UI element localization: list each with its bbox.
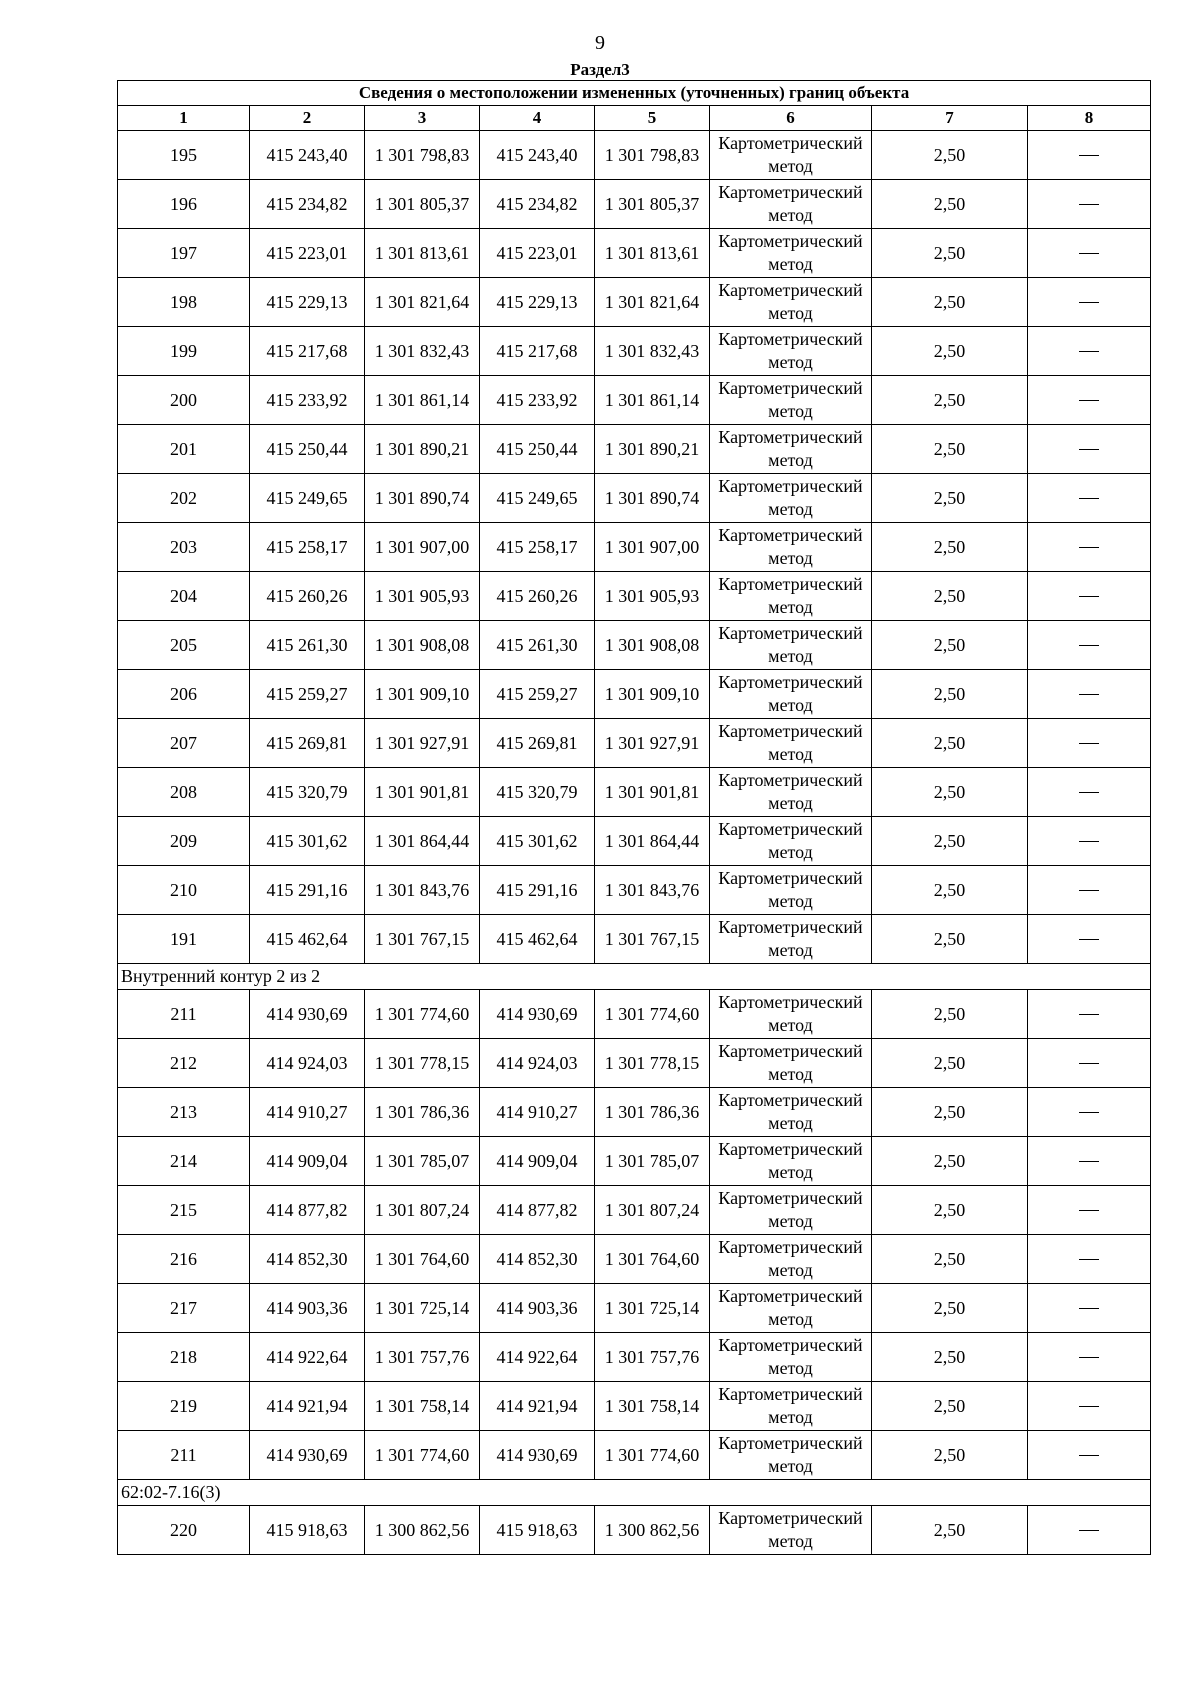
dash-mark xyxy=(1079,1308,1099,1309)
column-number-row xyxy=(118,106,1151,131)
point-number-cell: 199 xyxy=(118,327,250,376)
table-row xyxy=(118,621,1151,670)
method-cell: Картометрический метод xyxy=(710,817,872,866)
y-existing-cell: 1 301 864,44 xyxy=(365,817,480,866)
point-number-cell: 216 xyxy=(118,1235,250,1284)
accuracy-cell: 2,50 xyxy=(872,1431,1028,1480)
method-cell: Картометрический метод xyxy=(710,376,872,425)
dash-mark xyxy=(1079,1210,1099,1211)
x-existing-cell: 415 320,79 xyxy=(250,768,365,817)
y-new-cell: 1 301 757,76 xyxy=(595,1333,710,1382)
x-new-cell: 415 918,63 xyxy=(480,1506,595,1555)
method-cell: Картометрический метод xyxy=(710,1382,872,1431)
dash-mark xyxy=(1079,694,1099,695)
page-number: 9 xyxy=(595,32,605,54)
description-cell xyxy=(1028,670,1151,719)
y-new-cell: 1 301 786,36 xyxy=(595,1088,710,1137)
point-number-cell: 213 xyxy=(118,1088,250,1137)
y-existing-cell: 1 301 890,21 xyxy=(365,425,480,474)
x-new-cell: 414 930,69 xyxy=(480,1431,595,1480)
y-existing-cell: 1 301 757,76 xyxy=(365,1333,480,1382)
table-row xyxy=(118,131,1151,180)
description-cell xyxy=(1028,1088,1151,1137)
x-existing-cell: 415 249,65 xyxy=(250,474,365,523)
y-existing-cell: 1 301 909,10 xyxy=(365,670,480,719)
table-row xyxy=(118,1506,1151,1555)
y-new-cell: 1 301 927,91 xyxy=(595,719,710,768)
point-number-cell: 211 xyxy=(118,990,250,1039)
x-existing-cell: 414 930,69 xyxy=(250,1431,365,1480)
point-number-cell: 220 xyxy=(118,1506,250,1555)
point-number-cell: 206 xyxy=(118,670,250,719)
accuracy-cell: 2,50 xyxy=(872,1235,1028,1284)
description-cell xyxy=(1028,327,1151,376)
x-new-cell: 415 320,79 xyxy=(480,768,595,817)
method-cell: Картометрический метод xyxy=(710,474,872,523)
point-number-cell: 197 xyxy=(118,229,250,278)
table-row xyxy=(118,523,1151,572)
point-number-cell: 210 xyxy=(118,866,250,915)
y-existing-cell: 1 301 908,08 xyxy=(365,621,480,670)
contour-label: Внутренний контур 2 из 2 xyxy=(118,964,1151,990)
description-cell xyxy=(1028,278,1151,327)
y-existing-cell: 1 301 821,64 xyxy=(365,278,480,327)
point-number-cell: 214 xyxy=(118,1137,250,1186)
dash-mark xyxy=(1079,155,1099,156)
y-new-cell: 1 301 758,14 xyxy=(595,1382,710,1431)
y-existing-cell: 1 301 907,00 xyxy=(365,523,480,572)
dash-mark xyxy=(1079,253,1099,254)
method-cell: Картометрический метод xyxy=(710,1088,872,1137)
description-cell xyxy=(1028,621,1151,670)
dash-mark xyxy=(1079,302,1099,303)
x-existing-cell: 415 269,81 xyxy=(250,719,365,768)
x-existing-cell: 415 260,26 xyxy=(250,572,365,621)
y-new-cell: 1 301 864,44 xyxy=(595,817,710,866)
contour-label-row xyxy=(118,1480,1151,1506)
dash-mark xyxy=(1079,449,1099,450)
dash-mark xyxy=(1079,1014,1099,1015)
y-new-cell: 1 301 901,81 xyxy=(595,768,710,817)
x-new-cell: 415 260,26 xyxy=(480,572,595,621)
column-number-6: 6 xyxy=(710,106,872,131)
x-existing-cell: 414 903,36 xyxy=(250,1284,365,1333)
x-new-cell: 415 269,81 xyxy=(480,719,595,768)
table-row xyxy=(118,1284,1151,1333)
x-existing-cell: 415 233,92 xyxy=(250,376,365,425)
section-title: Раздел3 xyxy=(570,60,630,79)
y-existing-cell: 1 301 805,37 xyxy=(365,180,480,229)
x-existing-cell: 415 259,27 xyxy=(250,670,365,719)
x-new-cell: 415 258,17 xyxy=(480,523,595,572)
dash-mark xyxy=(1079,1357,1099,1358)
accuracy-cell: 2,50 xyxy=(872,327,1028,376)
dash-mark xyxy=(1079,1063,1099,1064)
description-cell xyxy=(1028,1382,1151,1431)
table-row xyxy=(118,719,1151,768)
point-number-cell: 198 xyxy=(118,278,250,327)
y-new-cell: 1 301 890,21 xyxy=(595,425,710,474)
x-new-cell: 414 852,30 xyxy=(480,1235,595,1284)
y-existing-cell: 1 301 725,14 xyxy=(365,1284,480,1333)
table-row xyxy=(118,1333,1151,1382)
accuracy-cell: 2,50 xyxy=(872,474,1028,523)
description-cell xyxy=(1028,474,1151,523)
point-number-cell: 204 xyxy=(118,572,250,621)
x-existing-cell: 415 462,64 xyxy=(250,915,365,964)
description-cell xyxy=(1028,1431,1151,1480)
dash-mark xyxy=(1079,1161,1099,1162)
table-row xyxy=(118,376,1151,425)
column-number-1: 1 xyxy=(118,106,250,131)
y-new-cell: 1 301 905,93 xyxy=(595,572,710,621)
dash-mark xyxy=(1079,792,1099,793)
point-number-cell: 196 xyxy=(118,180,250,229)
dash-mark xyxy=(1079,547,1099,548)
dash-mark xyxy=(1079,1112,1099,1113)
accuracy-cell: 2,50 xyxy=(872,1039,1028,1088)
description-cell xyxy=(1028,131,1151,180)
table-row xyxy=(118,425,1151,474)
y-new-cell: 1 301 798,83 xyxy=(595,131,710,180)
x-new-cell: 415 462,64 xyxy=(480,915,595,964)
dash-mark xyxy=(1079,1530,1099,1531)
x-existing-cell: 415 243,40 xyxy=(250,131,365,180)
y-new-cell: 1 301 778,15 xyxy=(595,1039,710,1088)
x-new-cell: 415 234,82 xyxy=(480,180,595,229)
y-new-cell: 1 301 805,37 xyxy=(595,180,710,229)
table-row xyxy=(118,180,1151,229)
description-cell xyxy=(1028,866,1151,915)
y-new-cell: 1 301 725,14 xyxy=(595,1284,710,1333)
point-number-cell: 195 xyxy=(118,131,250,180)
y-new-cell: 1 301 843,76 xyxy=(595,866,710,915)
accuracy-cell: 2,50 xyxy=(872,180,1028,229)
x-new-cell: 414 921,94 xyxy=(480,1382,595,1431)
accuracy-cell: 2,50 xyxy=(872,1284,1028,1333)
description-cell xyxy=(1028,1235,1151,1284)
table-row xyxy=(118,990,1151,1039)
description-cell xyxy=(1028,572,1151,621)
y-existing-cell: 1 301 807,24 xyxy=(365,1186,480,1235)
dash-mark xyxy=(1079,1406,1099,1407)
description-cell xyxy=(1028,1333,1151,1382)
dash-mark xyxy=(1079,1455,1099,1456)
x-new-cell: 415 223,01 xyxy=(480,229,595,278)
accuracy-cell: 2,50 xyxy=(872,229,1028,278)
x-existing-cell: 415 229,13 xyxy=(250,278,365,327)
table-body xyxy=(118,131,1151,1555)
description-cell xyxy=(1028,817,1151,866)
point-number-cell: 191 xyxy=(118,915,250,964)
boundary-coordinates-table xyxy=(117,80,1151,1555)
y-existing-cell: 1 301 861,14 xyxy=(365,376,480,425)
column-number-7: 7 xyxy=(872,106,1028,131)
description-cell xyxy=(1028,180,1151,229)
method-cell: Картометрический метод xyxy=(710,180,872,229)
point-number-cell: 203 xyxy=(118,523,250,572)
y-existing-cell: 1 301 786,36 xyxy=(365,1088,480,1137)
accuracy-cell: 2,50 xyxy=(872,1506,1028,1555)
point-number-cell: 207 xyxy=(118,719,250,768)
dash-mark xyxy=(1079,841,1099,842)
y-existing-cell: 1 300 862,56 xyxy=(365,1506,480,1555)
accuracy-cell: 2,50 xyxy=(872,523,1028,572)
y-existing-cell: 1 301 927,91 xyxy=(365,719,480,768)
y-existing-cell: 1 301 813,61 xyxy=(365,229,480,278)
dash-mark xyxy=(1079,351,1099,352)
method-cell: Картометрический метод xyxy=(710,1235,872,1284)
accuracy-cell: 2,50 xyxy=(872,670,1028,719)
y-existing-cell: 1 301 767,15 xyxy=(365,915,480,964)
method-cell: Картометрический метод xyxy=(710,1186,872,1235)
dash-mark xyxy=(1079,596,1099,597)
accuracy-cell: 2,50 xyxy=(872,768,1028,817)
column-number-5: 5 xyxy=(595,106,710,131)
table-row xyxy=(118,1137,1151,1186)
column-number-2: 2 xyxy=(250,106,365,131)
dash-mark xyxy=(1079,1259,1099,1260)
x-existing-cell: 415 918,63 xyxy=(250,1506,365,1555)
x-existing-cell: 415 301,62 xyxy=(250,817,365,866)
table-row xyxy=(118,768,1151,817)
x-new-cell: 415 233,92 xyxy=(480,376,595,425)
x-new-cell: 414 930,69 xyxy=(480,990,595,1039)
accuracy-cell: 2,50 xyxy=(872,990,1028,1039)
x-new-cell: 414 903,36 xyxy=(480,1284,595,1333)
x-new-cell: 415 301,62 xyxy=(480,817,595,866)
y-new-cell: 1 301 861,14 xyxy=(595,376,710,425)
description-cell xyxy=(1028,1186,1151,1235)
description-cell xyxy=(1028,376,1151,425)
table-row xyxy=(118,1235,1151,1284)
table-row xyxy=(118,474,1151,523)
method-cell: Картометрический метод xyxy=(710,1284,872,1333)
description-cell xyxy=(1028,1039,1151,1088)
x-new-cell: 414 910,27 xyxy=(480,1088,595,1137)
table-row xyxy=(118,572,1151,621)
description-cell xyxy=(1028,1137,1151,1186)
x-existing-cell: 415 234,82 xyxy=(250,180,365,229)
x-existing-cell: 414 852,30 xyxy=(250,1235,365,1284)
x-new-cell: 415 291,16 xyxy=(480,866,595,915)
point-number-cell: 219 xyxy=(118,1382,250,1431)
table-row xyxy=(118,1088,1151,1137)
table-row xyxy=(118,1431,1151,1480)
x-new-cell: 415 229,13 xyxy=(480,278,595,327)
point-number-cell: 201 xyxy=(118,425,250,474)
accuracy-cell: 2,50 xyxy=(872,1333,1028,1382)
y-existing-cell: 1 301 774,60 xyxy=(365,990,480,1039)
column-number-8: 8 xyxy=(1028,106,1151,131)
y-new-cell: 1 301 807,24 xyxy=(595,1186,710,1235)
dash-mark xyxy=(1079,939,1099,940)
y-existing-cell: 1 301 774,60 xyxy=(365,1431,480,1480)
table-row xyxy=(118,229,1151,278)
y-new-cell: 1 301 813,61 xyxy=(595,229,710,278)
y-new-cell: 1 301 785,07 xyxy=(595,1137,710,1186)
x-new-cell: 414 909,04 xyxy=(480,1137,595,1186)
x-new-cell: 415 259,27 xyxy=(480,670,595,719)
point-number-cell: 211 xyxy=(118,1431,250,1480)
description-cell xyxy=(1028,990,1151,1039)
accuracy-cell: 2,50 xyxy=(872,131,1028,180)
point-number-cell: 208 xyxy=(118,768,250,817)
x-new-cell: 415 217,68 xyxy=(480,327,595,376)
y-new-cell: 1 301 767,15 xyxy=(595,915,710,964)
point-number-cell: 202 xyxy=(118,474,250,523)
y-existing-cell: 1 301 905,93 xyxy=(365,572,480,621)
y-new-cell: 1 301 774,60 xyxy=(595,1431,710,1480)
method-cell: Картометрический метод xyxy=(710,1137,872,1186)
x-existing-cell: 415 223,01 xyxy=(250,229,365,278)
x-new-cell: 415 261,30 xyxy=(480,621,595,670)
table-row xyxy=(118,1186,1151,1235)
description-cell xyxy=(1028,229,1151,278)
method-cell: Картометрический метод xyxy=(710,1039,872,1088)
accuracy-cell: 2,50 xyxy=(872,1137,1028,1186)
method-cell: Картометрический метод xyxy=(710,572,872,621)
y-new-cell: 1 300 862,56 xyxy=(595,1506,710,1555)
x-existing-cell: 415 291,16 xyxy=(250,866,365,915)
x-new-cell: 415 243,40 xyxy=(480,131,595,180)
table-caption: Сведения о местоположении измененных (уточненных) границ объекта xyxy=(118,81,1151,106)
method-cell: Картометрический метод xyxy=(710,990,872,1039)
table-row xyxy=(118,327,1151,376)
table-row xyxy=(118,278,1151,327)
point-number-cell: 209 xyxy=(118,817,250,866)
description-cell xyxy=(1028,719,1151,768)
accuracy-cell: 2,50 xyxy=(872,1088,1028,1137)
table-row xyxy=(118,1039,1151,1088)
accuracy-cell: 2,50 xyxy=(872,1186,1028,1235)
y-existing-cell: 1 301 832,43 xyxy=(365,327,480,376)
method-cell: Картометрический метод xyxy=(710,1333,872,1382)
x-new-cell: 414 924,03 xyxy=(480,1039,595,1088)
y-new-cell: 1 301 908,08 xyxy=(595,621,710,670)
x-existing-cell: 414 922,64 xyxy=(250,1333,365,1382)
method-cell: Картометрический метод xyxy=(710,670,872,719)
accuracy-cell: 2,50 xyxy=(872,376,1028,425)
contour-label-row xyxy=(118,964,1151,990)
x-new-cell: 415 249,65 xyxy=(480,474,595,523)
point-number-cell: 218 xyxy=(118,1333,250,1382)
method-cell: Картометрический метод xyxy=(710,327,872,376)
method-cell: Картометрический метод xyxy=(710,768,872,817)
y-new-cell: 1 301 909,10 xyxy=(595,670,710,719)
y-new-cell: 1 301 832,43 xyxy=(595,327,710,376)
y-new-cell: 1 301 907,00 xyxy=(595,523,710,572)
method-cell: Картометрический метод xyxy=(710,229,872,278)
point-number-cell: 212 xyxy=(118,1039,250,1088)
x-existing-cell: 414 910,27 xyxy=(250,1088,365,1137)
method-cell: Картометрический метод xyxy=(710,425,872,474)
column-number-3: 3 xyxy=(365,106,480,131)
table-row xyxy=(118,866,1151,915)
x-new-cell: 414 922,64 xyxy=(480,1333,595,1382)
y-existing-cell: 1 301 785,07 xyxy=(365,1137,480,1186)
y-existing-cell: 1 301 758,14 xyxy=(365,1382,480,1431)
dash-mark xyxy=(1079,400,1099,401)
x-existing-cell: 415 258,17 xyxy=(250,523,365,572)
table-row xyxy=(118,1382,1151,1431)
point-number-cell: 200 xyxy=(118,376,250,425)
y-new-cell: 1 301 821,64 xyxy=(595,278,710,327)
method-cell: Картометрический метод xyxy=(710,621,872,670)
y-existing-cell: 1 301 843,76 xyxy=(365,866,480,915)
table-row xyxy=(118,817,1151,866)
description-cell xyxy=(1028,915,1151,964)
y-existing-cell: 1 301 798,83 xyxy=(365,131,480,180)
x-new-cell: 415 250,44 xyxy=(480,425,595,474)
y-existing-cell: 1 301 890,74 xyxy=(365,474,480,523)
table-row xyxy=(118,915,1151,964)
table-row xyxy=(118,670,1151,719)
description-cell xyxy=(1028,523,1151,572)
point-number-cell: 217 xyxy=(118,1284,250,1333)
dash-mark xyxy=(1079,204,1099,205)
method-cell: Картометрический метод xyxy=(710,719,872,768)
accuracy-cell: 2,50 xyxy=(872,621,1028,670)
y-existing-cell: 1 301 901,81 xyxy=(365,768,480,817)
dash-mark xyxy=(1079,890,1099,891)
method-cell: Картометрический метод xyxy=(710,1431,872,1480)
x-existing-cell: 414 924,03 xyxy=(250,1039,365,1088)
accuracy-cell: 2,50 xyxy=(872,278,1028,327)
method-cell: Картометрический метод xyxy=(710,866,872,915)
accuracy-cell: 2,50 xyxy=(872,915,1028,964)
y-new-cell: 1 301 890,74 xyxy=(595,474,710,523)
accuracy-cell: 2,50 xyxy=(872,866,1028,915)
description-cell xyxy=(1028,1506,1151,1555)
accuracy-cell: 2,50 xyxy=(872,817,1028,866)
x-existing-cell: 414 921,94 xyxy=(250,1382,365,1431)
method-cell: Картометрический метод xyxy=(710,131,872,180)
x-existing-cell: 414 877,82 xyxy=(250,1186,365,1235)
point-number-cell: 215 xyxy=(118,1186,250,1235)
x-existing-cell: 414 930,69 xyxy=(250,990,365,1039)
y-new-cell: 1 301 774,60 xyxy=(595,990,710,1039)
point-number-cell: 205 xyxy=(118,621,250,670)
x-existing-cell: 415 217,68 xyxy=(250,327,365,376)
x-existing-cell: 414 909,04 xyxy=(250,1137,365,1186)
description-cell xyxy=(1028,1284,1151,1333)
x-new-cell: 414 877,82 xyxy=(480,1186,595,1235)
accuracy-cell: 2,50 xyxy=(872,425,1028,474)
dash-mark xyxy=(1079,645,1099,646)
y-existing-cell: 1 301 764,60 xyxy=(365,1235,480,1284)
accuracy-cell: 2,50 xyxy=(872,719,1028,768)
y-new-cell: 1 301 764,60 xyxy=(595,1235,710,1284)
description-cell xyxy=(1028,425,1151,474)
column-number-4: 4 xyxy=(480,106,595,131)
accuracy-cell: 2,50 xyxy=(872,572,1028,621)
description-cell xyxy=(1028,768,1151,817)
x-existing-cell: 415 250,44 xyxy=(250,425,365,474)
method-cell: Картометрический метод xyxy=(710,915,872,964)
dash-mark xyxy=(1079,498,1099,499)
method-cell: Картометрический метод xyxy=(710,523,872,572)
y-existing-cell: 1 301 778,15 xyxy=(365,1039,480,1088)
accuracy-cell: 2,50 xyxy=(872,1382,1028,1431)
x-existing-cell: 415 261,30 xyxy=(250,621,365,670)
method-cell: Картометрический метод xyxy=(710,1506,872,1555)
method-cell: Картометрический метод xyxy=(710,278,872,327)
contour-label: 62:02-7.16(3) xyxy=(118,1480,1151,1506)
dash-mark xyxy=(1079,743,1099,744)
